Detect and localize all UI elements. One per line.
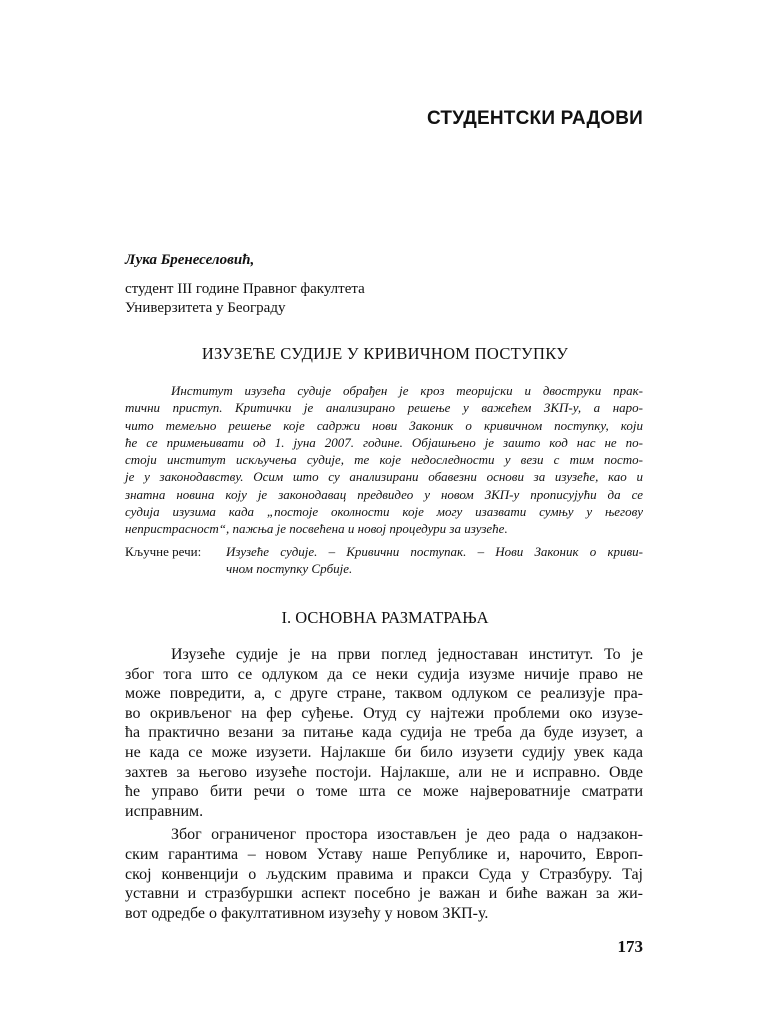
abstract-line: чито темељно решење које садржи нови Законик о кривичном поступку, који — [125, 417, 643, 433]
paragraph-line: захтев за његово изузеће постоји. Најлакше, али не и исправно. Овде — [125, 763, 643, 781]
abstract-line: стоји институт искључења судије, те које недоследности у вези с тим посто- — [125, 452, 643, 468]
abstract-line: знатна новина коју је законодавац предвидео у новом ЗКП-у прописујући да се — [125, 486, 643, 502]
paragraph-line: вот одредбе о факултативном изузећу у новом ЗКП-у. — [125, 904, 489, 922]
paragraph-line: не када се може изузети. Најлакше би било изузети судију увек када — [125, 743, 643, 761]
abstract-line: ће се примењивати од 1. јуна 2007. године. Објашњено је зашто код нас не по- — [125, 434, 643, 450]
paragraph-line: Због ограниченог простора изостављен је део рада о надзакон- — [171, 826, 643, 844]
keywords-label: Кључне речи: — [125, 544, 202, 559]
paragraph-line: ској конвенцији о људским правима и пракси Суда у Стразбуру. Тај — [125, 865, 643, 883]
paragraph-line: уставни и стразбуршки аспект посебно је важан и биће важан за жи- — [125, 885, 643, 903]
paragraph-line: ским гарантима – новом Уставу наше Републике и, нарочито, Европ- — [125, 845, 643, 863]
abstract-line: је у законодавству. Осим што су анализирани обавезни основи за изузеће, као и — [125, 469, 643, 485]
paragraph-line: во окривљеног на фер суђење. Отуд су најтежи проблеми око изузе- — [125, 704, 643, 722]
paragraph — [125, 645, 643, 821]
author-affiliation-line: студент III године Правног факултета — [125, 281, 365, 297]
abstract-line: непристрасност“, пажња је посвећена и новој процедури за изузеће. — [125, 521, 508, 537]
keywords-line: чном поступку Србије. — [226, 561, 353, 577]
keywords-line: Изузеће судије. – Кривични поступак. – Нови Законик о криви- — [226, 544, 643, 559]
section-title: I. ОСНОВНА РАЗМАТРАЊА — [281, 608, 489, 627]
page-number: 173 — [617, 937, 643, 956]
abstract-line: тични приступ. Критички је анализирано решење у важећем ЗКП-у, а наро- — [125, 400, 643, 416]
paragraph-line: исправним. — [125, 802, 204, 820]
body-text — [125, 645, 643, 923]
author-block — [125, 251, 365, 318]
abstract — [125, 382, 643, 538]
abstract-line: судија изузима када „постоје околности које могу изазвати сумњу у његову — [125, 504, 643, 520]
paragraph-line: ће управо бити речи о томе шта се може највероватније сматрати — [125, 783, 643, 801]
paragraph — [125, 825, 643, 923]
article-title: ИЗУЗЕЋЕ СУДИЈЕ У КРИВИЧНОМ ПОСТУПКУ — [201, 344, 569, 363]
keywords-text — [226, 543, 643, 578]
author-affiliation-line: Универзитета у Београду — [125, 300, 286, 316]
author-name: Лука Бренеселовић, — [125, 252, 255, 268]
paragraph-line: Изузеће судије је на први поглед једноставан институт. То је — [171, 646, 643, 663]
paragraph-line: ћа практично везани за питање када судија не треба да буде изузет, а — [125, 724, 643, 742]
paragraph-line: може повредити, а, с друге стране, таквом одлуком се реализује пра- — [125, 685, 643, 703]
paragraph-line: због тога што се одлуком да се неки судија изузме ничије право не — [125, 665, 643, 683]
section-header: СТУДЕНТСКИ РАДОВИ — [426, 108, 643, 129]
abstract-line: Институт изузећа судије обрађен је кроз теоријски и двоструки прак- — [171, 383, 643, 398]
